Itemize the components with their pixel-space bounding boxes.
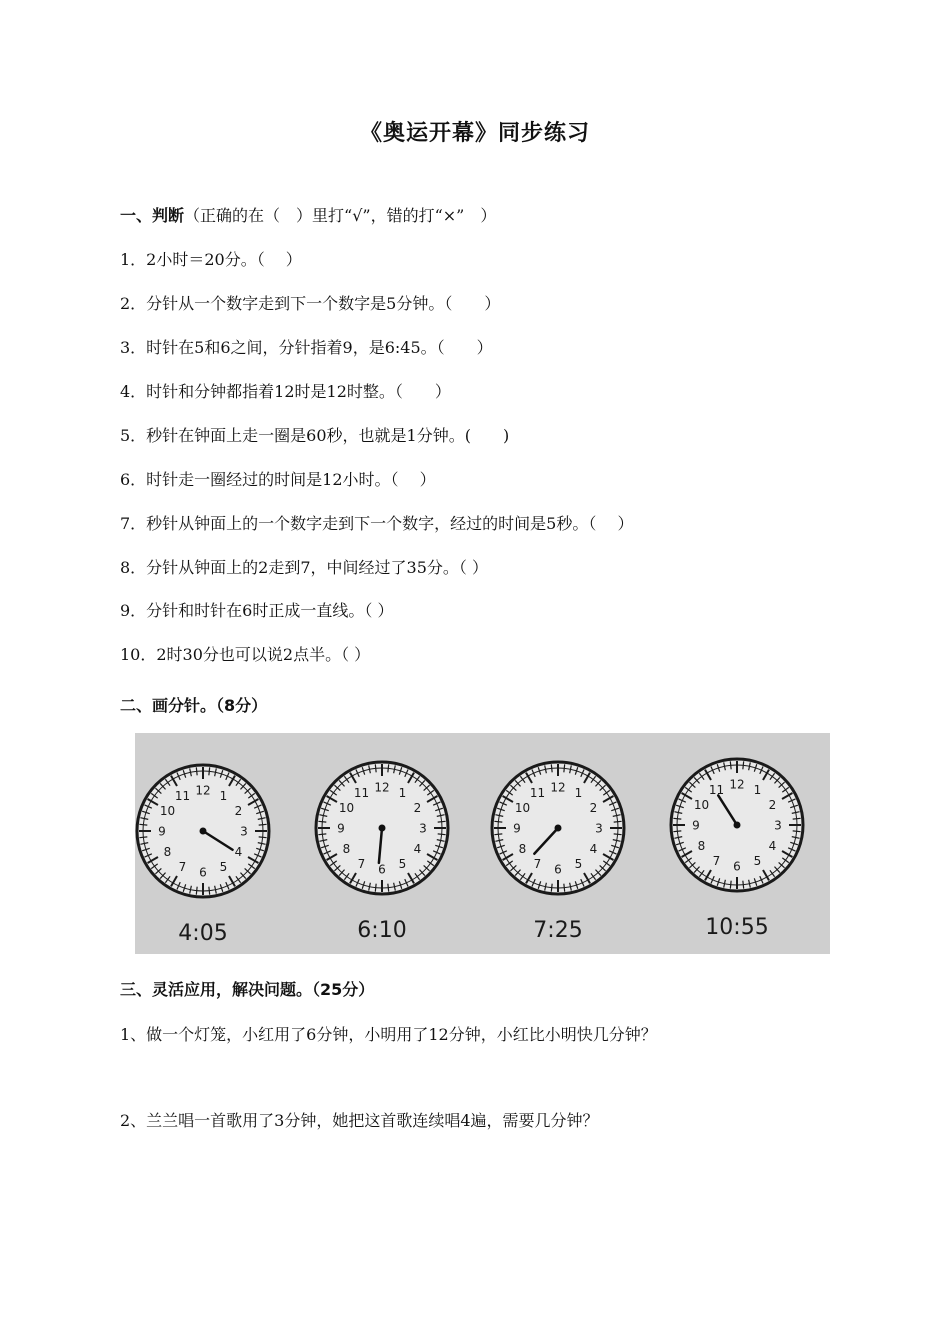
dial-number: 1 <box>753 782 762 797</box>
dial-number: 9 <box>692 818 700 833</box>
dial-number: 10 <box>514 801 531 815</box>
dial-number: 2 <box>768 798 777 812</box>
minute-tick <box>318 834 326 835</box>
page-title: 《奥运开幕》同步练习 <box>359 121 590 146</box>
dial-number: 12 <box>550 780 566 795</box>
dial-number: 9 <box>513 821 521 836</box>
judgement-item: 6．时针走一圈经过的时间是12小时。（ ） <box>120 470 436 489</box>
minute-tick <box>438 834 446 835</box>
minute-tick <box>564 764 565 772</box>
dial-number: 6 <box>378 862 386 877</box>
dial-number: 10 <box>159 804 176 818</box>
dial-number: 7 <box>533 857 542 872</box>
dial-number: 1 <box>398 785 407 800</box>
minute-tick <box>259 824 267 825</box>
clock-time-label: 10:55 <box>705 915 769 940</box>
minute-tick <box>139 824 147 825</box>
clock-face <box>316 762 448 943</box>
clock-center-dot <box>200 828 207 835</box>
dial-number: 5 <box>219 860 228 875</box>
dial-number: 2 <box>234 804 243 818</box>
minute-tick <box>438 821 446 822</box>
dial-number: 3 <box>240 824 248 839</box>
dial-number: 2 <box>589 801 598 815</box>
minute-tick <box>793 831 801 832</box>
dial-number: 7 <box>712 854 721 869</box>
section1-instruction: （正确的在（ ）里打“√”，错的打“×” ） <box>184 206 497 225</box>
dial-number: 8 <box>697 839 706 853</box>
minute-tick <box>551 764 552 772</box>
minute-tick <box>196 767 197 775</box>
dial-number: 4 <box>413 842 422 856</box>
judgement-item: 7．秒针从钟面上的一个数字走到下一个数字，经过的时间是5秒。（ ） <box>120 514 634 533</box>
minute-tick <box>730 761 731 769</box>
dial-number: 6 <box>199 865 207 880</box>
dial-number: 3 <box>774 818 782 833</box>
dial-number: 8 <box>518 842 527 856</box>
judgement-item: 9．分针和时针在6时正成一直线。（ ） <box>120 601 394 620</box>
clock-faces-svg <box>135 733 830 954</box>
dial-number: 6 <box>554 862 562 877</box>
dial-number: 5 <box>574 857 583 872</box>
dial-number: 4 <box>589 842 598 856</box>
judgement-item: 8．分针从钟面上的2走到7，中间经过了35分。（ ） <box>120 558 488 577</box>
minute-tick <box>673 831 681 832</box>
dial-number: 10 <box>338 801 355 815</box>
minute-tick <box>614 834 622 835</box>
dial-number: 12 <box>729 777 745 792</box>
judgement-item: 2．分针从一个数字走到下一个数字是5分钟。（ ） <box>120 294 501 313</box>
dial-number: 4 <box>768 839 777 853</box>
word-problem: 2、兰兰唱一首歌用了3分钟，她把这首歌连续唱4遍，需要几分钟？ <box>120 1111 599 1130</box>
clock-time-label: 4:05 <box>178 921 228 946</box>
section2-heading: 二、画分针。（8分） <box>120 696 268 715</box>
dial-number: 9 <box>337 821 345 836</box>
dial-number: 2 <box>413 801 422 815</box>
minute-tick <box>318 821 326 822</box>
dial-number: 1 <box>219 788 228 803</box>
section1-heading-line <box>120 203 496 226</box>
clock-face <box>137 765 269 946</box>
minute-tick <box>259 837 267 838</box>
dial-number: 8 <box>163 845 172 859</box>
dial-number: 11 <box>708 782 725 797</box>
word-problem: 1、做一个灯笼，小红用了6分钟，小明用了12分钟，小红比小明快几分钟？ <box>120 1025 657 1044</box>
judgement-item: 3．时针在5和6之间，分针指着9，是6:45。（ ） <box>120 338 493 357</box>
minute-tick <box>388 884 389 892</box>
judgement-item: 4．时针和分钟都指着12时是12时整。（ ） <box>120 382 451 401</box>
dial-number: 8 <box>342 842 351 856</box>
dial-number: 7 <box>357 857 366 872</box>
clock-faces-image <box>135 733 830 954</box>
minute-tick <box>375 884 376 892</box>
clock-face <box>671 759 803 940</box>
dial-number: 11 <box>353 785 370 800</box>
minute-tick <box>196 887 197 895</box>
judgement-item: 10．2时30分也可以说2点半。（ ） <box>120 645 371 664</box>
dial-number: 3 <box>595 821 603 836</box>
clock-center-dot <box>555 825 562 832</box>
minute-tick <box>209 767 210 775</box>
dial-number: 6 <box>733 859 741 874</box>
minute-tick <box>494 821 502 822</box>
minute-tick <box>388 764 389 772</box>
minute-tick <box>614 821 622 822</box>
minute-tick <box>139 837 147 838</box>
judgement-item: 5．秒针在钟面上走一圈是60秒，也就是1分钟。( ) <box>120 426 510 445</box>
dial-number: 12 <box>374 780 390 795</box>
clock-time-label: 6:10 <box>357 918 407 943</box>
dial-number: 11 <box>529 785 546 800</box>
clock-time-label: 7:25 <box>533 918 583 943</box>
minute-tick <box>743 881 744 889</box>
dial-number: 9 <box>158 824 166 839</box>
minute-tick <box>793 818 801 819</box>
minute-tick <box>743 761 744 769</box>
clock-center-dot <box>734 822 741 829</box>
minute-tick <box>375 764 376 772</box>
dial-number: 5 <box>398 857 407 872</box>
minute-tick <box>551 884 552 892</box>
minute-tick <box>564 884 565 892</box>
dial-number: 1 <box>574 785 583 800</box>
dial-number: 7 <box>178 860 187 875</box>
judgement-item: 1．2小时＝20分。（ ） <box>120 250 302 269</box>
clock-center-dot <box>379 825 386 832</box>
dial-number: 10 <box>693 798 710 812</box>
minute-tick <box>730 881 731 889</box>
minute-tick <box>494 834 502 835</box>
minute-tick <box>209 887 210 895</box>
dial-number: 11 <box>174 788 191 803</box>
dial-number: 3 <box>419 821 427 836</box>
clock-face <box>492 762 624 943</box>
dial-number: 12 <box>195 783 211 798</box>
dial-number: 4 <box>234 845 243 859</box>
section3-heading: 三、灵活应用，解决问题。（25分） <box>120 980 375 999</box>
minute-tick <box>673 818 681 819</box>
dial-number: 5 <box>753 854 762 869</box>
section1-heading: 一、判断 <box>120 206 185 225</box>
